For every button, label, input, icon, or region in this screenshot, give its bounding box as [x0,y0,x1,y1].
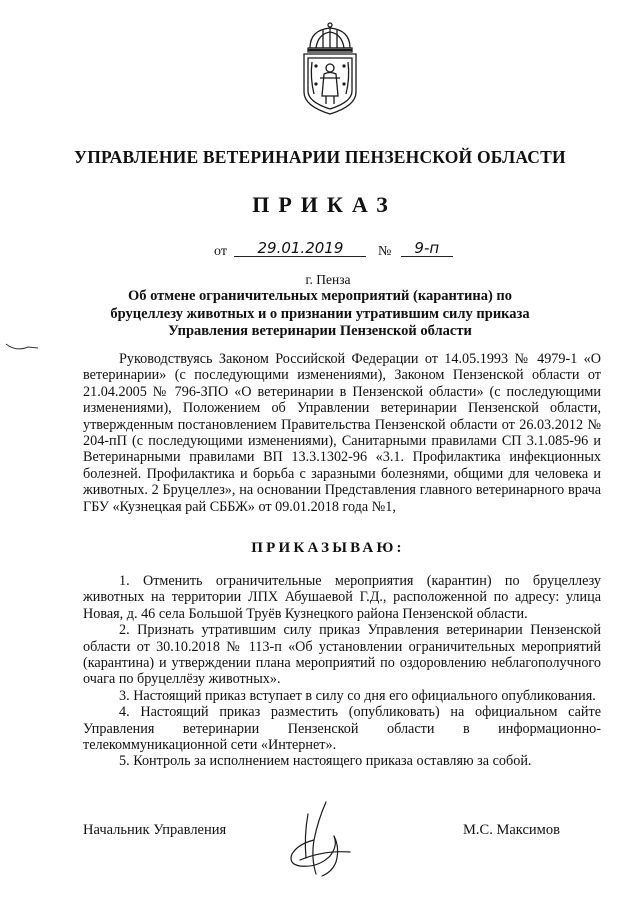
order-item: 1. Отменить ограничительные мероприятия (карантин) по бруцеллезу животных на территории ЛПХ Абушаевой Г.Д., расположенной по адресу: улица Новая, д. 46 села Большой Труёв Кузнецкого района Пензенской области. [83,573,601,622]
margin-mark-icon [4,338,40,354]
order-items [83,573,601,770]
command-heading: ПРИКАЗЫВАЮ: [251,540,405,556]
signer-title: Начальник Управления [83,822,227,838]
number-value: 9-п [401,241,453,257]
handwritten-signature-icon [278,800,364,878]
order-item: 4. Настоящий приказ разместить (опубликовать) на официальном сайте Управления ветеринарии Пензенской области в информационно-телекоммуникационной сети «Интернет». [83,704,601,754]
order-subject: Об отмене ограничительных мероприятий (карантина) по бруцеллезу животных и о признании утратившим силу приказа Управления ветеринарии Пензенской области [110,288,530,339]
order-item: 3. Настоящий приказ вступает в силу со дня его официального опубликования. [119,687,596,704]
date-value: 29.01.2019 [234,241,366,257]
signer-name: М.С. Максимов [463,822,560,838]
coat-of-arms-icon [296,22,364,118]
agency-title: УПРАВЛЕНИЕ ВЕТЕРИНАРИИ ПЕНЗЕНСКОЙ ОБЛАСТИ [74,147,566,167]
date-number-line [214,239,453,260]
number-prefix: № [377,244,392,259]
date-prefix: от [214,244,227,259]
order-item: 2. Признать утратившим силу приказ Управления ветеринарии Пензенской области от 30.10.2018 № 113-п «Об установлении ограничительных мероприятий (карантина) и утверждении плана мероприятий по оздоровлению неблагополучного очага по бруцеллёзу животных». [83,622,601,688]
order-item: 5. Контроль за исполнением настоящего приказа оставляю за собой. [119,753,532,770]
preamble-paragraph: Руководствуясь Законом Российской Федерации от 14.05.1993 № 4979-1 «О ветеринарии» (с последующими изменениями), Законом Пензенской области от 21.04.2005 № 796-ЗПО «О ветеринарии в Пензенской области» (с последующими изменениями), Положением об Управлении ветеринарии Пензенской области, утвержденным постановлением Правительства Пензенской области от 26.03.2012 № 204-пП (с последующими изменениями), Санитарными правилами СП 3.1.085-96 и Ветеринарными правилами ВП 13.3.1302-96 «3.1. Профилактика инфекционных болезней. Профилактика и борьба с заразными болезнями, общими для человека и животных. 2 Бруцеллез», на основании Представления главного ветеринарного врача ГБУ «Кузнецкая рай СББЖ» от 09.01.2018 года №1, [83,351,601,515]
city: г. Пенза [305,272,351,287]
document-type: ПРИКАЗ [252,192,397,217]
